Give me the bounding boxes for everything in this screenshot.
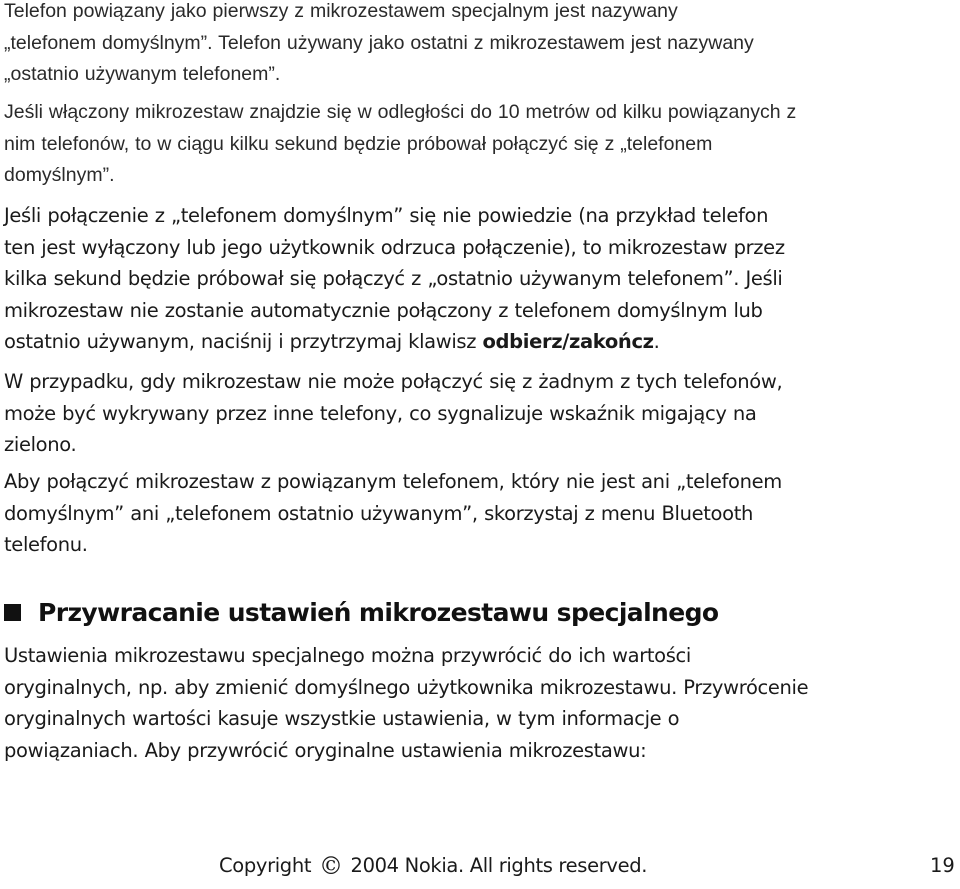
- paragraph-range-connect: Jeśli włączony mikrozestaw znajdzie się w odległości do 10 metrów od kilku powiązanych z nim telefonów, to w ciągu kilku sekund będzie próbował połączyć się z „telefonem domyślnym”.: [4, 101, 797, 186]
- copyright-text: 2004 Nokia. All rights reserved.: [350, 854, 648, 877]
- paragraph-text-end: .: [653, 330, 660, 353]
- paragraph-other-phone: Aby połączyć mikrozestaw z powiązanym telefonem, który nie jest ani „telefonem domyślnym” ani „telefonem ostatnio używanym”, skorzystaj z menu Bluetooth telefonu.: [4, 470, 782, 556]
- paragraph-discoverable: W przypadku, gdy mikrozestaw nie może połączyć się z żadnym z tych telefonów, może być wykrywany przez inne telefony, co sygnalizuje wskaźnik migający na zielono.: [4, 370, 783, 456]
- square-bullet-icon: [4, 604, 21, 621]
- copyright-icon: ©: [319, 852, 343, 880]
- paragraph-restore-settings: Ustawienia mikrozestawu specjalnego można przywrócić do ich wartości oryginalnych, np. aby zmienić domyślnego użytkownika mikrozestawu. Przywrócenie oryginalnych wartości kasuje wszystkie ustawienia, w tym informacje o powiązaniach. Aby przywrócić oryginalne ustawienia mikrozestawu:: [4, 644, 809, 762]
- paragraph-default-phone: Telefon powiązany jako pierwszy z mikrozestawem specjalnym jest nazywany „telefonem domyślnym”. Telefon używany jako ostatni z mikrozestawem jest nazywany „ostatnio używanym telefonem”.: [4, 0, 754, 85]
- section-heading-row: [4, 594, 718, 630]
- paragraph-connection-fallback: [4, 200, 804, 358]
- page-number: 19: [930, 854, 955, 877]
- section-heading: Przywracanie ustawień mikrozestawu specjalnego: [38, 597, 719, 627]
- paragraph-text: Jeśli połączenie z „telefonem domyślnym” się nie powiedzie (na przykład telefon ten jest wyłączony lub jego użytkownik odrzuca połączenie), to mikrozestaw przez kilka sekund będzie próbował się połączyć z „ostatnio używanym telefonem”. Jeśli mikrozestaw nie zostanie automatycznie połączony z telefonem domyślnym lub ostatnio używanym, naciśnij i przytrzymaj klawisz: [4, 204, 785, 353]
- key-name-end-call: odbierz/zakończ: [482, 330, 654, 353]
- page-footer-copyright: [219, 852, 648, 880]
- copyright-word: Copyright: [219, 854, 312, 877]
